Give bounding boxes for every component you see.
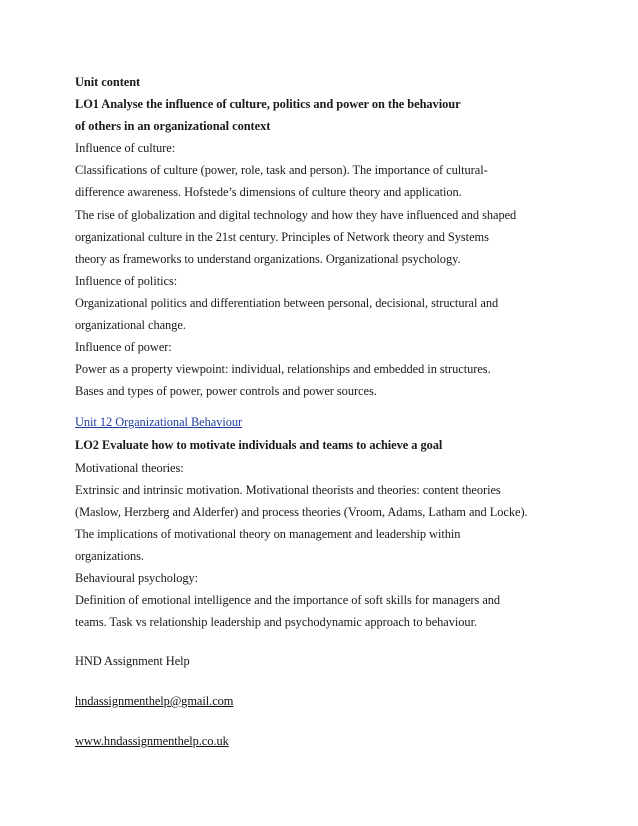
behavioural-psychology-heading: Behavioural psychology: (75, 571, 199, 585)
influence-of-politics-heading: Influence of politics: (75, 274, 178, 288)
company-name: HND Assignment Help (75, 654, 190, 668)
politics-text-line-1: Organizational politics and differentiation between personal, decisional, structural and (75, 296, 499, 310)
culture-text-line-1: Classifications of culture (power, role, task and person). The importance of cultural- (75, 163, 488, 177)
culture-text-line-5: theory as frameworks to understand organizations. Organizational psychology. (75, 252, 461, 266)
lo2-heading: LO2 Evaluate how to motivate individuals and teams to achieve a goal (75, 438, 443, 452)
motivation-text-line-2: (Maslow, Herzberg and Alderfer) and process theories (Vroom, Adams, Latham and Locke). (75, 505, 528, 519)
influence-of-power-heading: Influence of power: (75, 340, 172, 354)
unit-content-heading: Unit content (75, 75, 141, 89)
culture-text-line-2: difference awareness. Hofstede’s dimensions of culture theory and application. (75, 185, 462, 199)
culture-text-line-4: organizational culture in the 21st century. Principles of Network theory and Systems (75, 230, 489, 244)
lo1-heading-line-1: LO1 Analyse the influence of culture, politics and power on the behaviour (75, 97, 461, 111)
motivation-text-line-3: The implications of motivational theory on management and leadership within (75, 527, 461, 541)
website-link[interactable]: www.hndassignmenthelp.co.uk (75, 734, 229, 748)
culture-text-line-3: The rise of globalization and digital technology and how they have influenced and shaped (75, 208, 517, 222)
power-text-line-1: Power as a property viewpoint: individual, relationships and embedded in structures. (75, 362, 491, 376)
politics-text-line-2: organizational change. (75, 318, 186, 332)
behaviour-text-line-2: teams. Task vs relationship leadership and psychodynamic approach to behaviour. (75, 615, 478, 629)
behaviour-text-line-1: Definition of emotional intelligence and the importance of soft skills for managers and (75, 593, 501, 607)
email-link[interactable]: hndassignmenthelp@gmail.com (75, 694, 234, 708)
lo1-heading-line-2: of others in an organizational context (75, 119, 271, 133)
motivational-theories-heading: Motivational theories: (75, 461, 184, 475)
motivation-text-line-1: Extrinsic and intrinsic motivation. Motivational theorists and theories: content theories (75, 483, 501, 497)
power-text-line-2: Bases and types of power, power controls and power sources. (75, 384, 377, 398)
unit-12-link[interactable]: Unit 12 Organizational Behaviour (75, 415, 243, 429)
influence-of-culture-heading: Influence of culture: (75, 141, 176, 155)
motivation-text-line-4: organizations. (75, 549, 144, 563)
